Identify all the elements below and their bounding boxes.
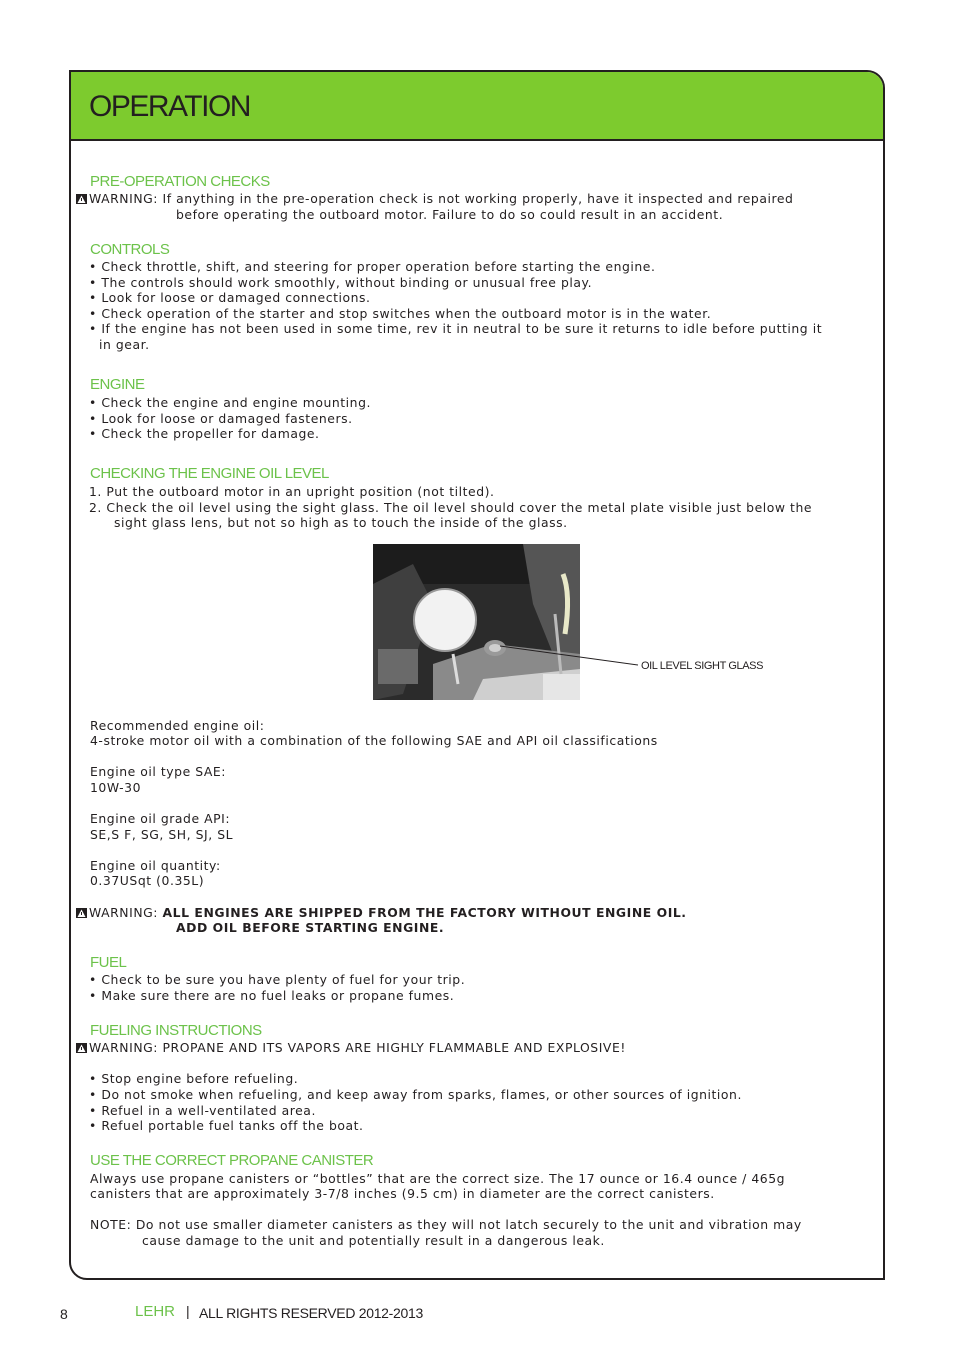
oil-step-2: 2. Check the oil level using the sight glass. The oil level should cover the metal plate visible just below the <box>89 500 813 515</box>
oil-warning: WARNING: ALL ENGINES ARE SHIPPED FROM THE FACTORY WITHOUT ENGINE OIL. <box>76 905 687 921</box>
section-header <box>71 72 883 141</box>
fueling-warning: WARNING: PROPANE AND ITS VAPORS ARE HIGHLY FLAMMABLE AND EXPLOSIVE! <box>76 1040 626 1056</box>
heading-pre-operation: PRE-OPERATION CHECKS <box>90 173 270 190</box>
pre-operation-warning: WARNING: If anything in the pre-operation check is not working properly, have it inspected and repaired <box>76 191 793 207</box>
list-item: • Look for loose or damaged connections. <box>89 290 371 305</box>
pre-operation-warning-cont: before operating the outboard motor. Failure to do so could result in an accident. <box>176 207 724 222</box>
list-item: • The controls should work smoothly, without binding or unusual free play. <box>89 275 593 290</box>
page-title: OPERATION <box>89 90 250 123</box>
canister-note: NOTE: Do not use smaller diameter canisters as they will not latch securely to the unit and vibration may <box>90 1217 802 1232</box>
oil-step-2-cont: sight glass lens, but not so high as to touch the inside of the glass. <box>114 515 568 530</box>
oil-api-label: Engine oil grade API: <box>90 811 231 826</box>
list-item: • Check throttle, shift, and steering for proper operation before starting the engine. <box>89 259 656 274</box>
list-item: • Look for loose or damaged fasteners. <box>89 411 353 426</box>
canister-text: Always use propane canisters or “bottles” that are the correct size. The 17 ounce or 16.4 ounce / 465g <box>90 1171 786 1186</box>
list-item: • Check to be sure you have plenty of fuel for your trip. <box>89 972 466 987</box>
list-item-cont: in gear. <box>99 337 150 352</box>
oil-api-value: SE,S F, SG, SH, SJ, SL <box>90 827 234 842</box>
oil-sae-value: 10W-30 <box>90 780 142 795</box>
heading-fueling: FUELING INSTRUCTIONS <box>90 1022 262 1039</box>
list-item: • Stop engine before refueling. <box>89 1071 299 1086</box>
canister-text-cont: canisters that are approximately 3-7/8 inches (9.5 cm) in diameter are the correct canisters. <box>90 1186 715 1201</box>
recommended-oil-label: Recommended engine oil: <box>90 718 265 733</box>
list-item: • If the engine has not been used in some time, rev it in neutral to be sure it returns to idle before putting it <box>89 321 823 336</box>
list-item: • Check the propeller for damage. <box>89 426 320 441</box>
list-item: • Make sure there are no fuel leaks or propane fumes. <box>89 988 455 1003</box>
heading-canister: USE THE CORRECT PROPANE CANISTER <box>90 1152 374 1169</box>
figure-caption: OIL LEVEL SIGHT GLASS <box>641 660 764 672</box>
page-number: 8 <box>60 1306 68 1322</box>
canister-note-cont: cause damage to the unit and potentially result in a dangerous leak. <box>142 1233 605 1248</box>
list-item: • Refuel portable fuel tanks off the boat. <box>89 1118 364 1133</box>
list-item: • Refuel in a well-ventilated area. <box>89 1103 316 1118</box>
heading-engine: ENGINE <box>90 376 145 393</box>
callout-line <box>500 640 640 670</box>
warning-icon <box>76 194 87 204</box>
warning-icon <box>76 908 87 918</box>
list-item: • Do not smoke when refueling, and keep away from sparks, flames, or other sources of ignition. <box>89 1087 742 1102</box>
heading-oil-level: CHECKING THE ENGINE OIL LEVEL <box>90 465 329 482</box>
engine-photo <box>373 544 580 700</box>
heading-fuel: FUEL <box>90 954 127 971</box>
oil-sae-label: Engine oil type SAE: <box>90 764 227 779</box>
list-item: • Check operation of the starter and stop switches when the outboard motor is in the water. <box>89 306 712 321</box>
warning-icon <box>76 1043 87 1053</box>
oil-warning-cont: ADD OIL BEFORE STARTING ENGINE. <box>176 920 445 935</box>
oil-quantity-label: Engine oil quantity: <box>90 858 221 873</box>
oil-quantity-value: 0.37USqt (0.35L) <box>90 873 205 888</box>
recommended-oil-value: 4-stroke motor oil with a combination of the following SAE and API oil classifications <box>90 733 658 748</box>
list-item: • Check the engine and engine mounting. <box>89 395 371 410</box>
footer-separator: | <box>186 1303 190 1319</box>
oil-step-1: 1. Put the outboard motor in an upright position (not tilted). <box>89 484 495 499</box>
heading-controls: CONTROLS <box>90 241 170 258</box>
footer-brand: LEHR <box>135 1303 176 1320</box>
footer-rights: ALL RIGHTS RESERVED 2012-2013 <box>199 1305 423 1321</box>
